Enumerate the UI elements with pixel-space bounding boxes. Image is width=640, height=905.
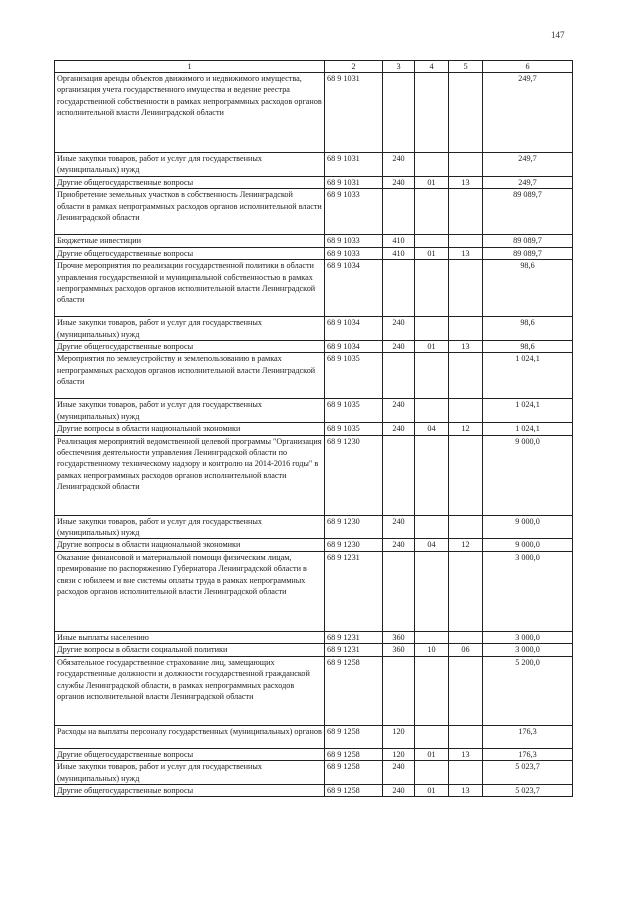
cell-subsection: 13 <box>449 341 483 353</box>
cell-amount: 89 089,7 <box>483 235 573 247</box>
cell-subsection <box>449 435 483 515</box>
cell-section <box>415 235 449 247</box>
header-col-2: 2 <box>325 61 383 73</box>
cell-name: Расходы на выплаты персоналу государственных (муниципальных) органов <box>55 725 325 748</box>
table-row <box>55 644 573 656</box>
cell-expense-type: 410 <box>383 247 415 259</box>
cell-name: Иные выплаты населению <box>55 631 325 643</box>
cell-expense-type: 240 <box>383 761 415 785</box>
table-body <box>55 73 573 797</box>
cell-amount: 249,7 <box>483 73 573 153</box>
cell-expense-type: 240 <box>383 539 415 551</box>
cell-expense-type: 240 <box>383 784 415 796</box>
cell-amount: 1 024,1 <box>483 423 573 435</box>
cell-name: Другие вопросы в области социальной политики <box>55 644 325 656</box>
cell-section: 01 <box>415 784 449 796</box>
cell-subsection <box>449 73 483 153</box>
cell-code: 68 9 1035 <box>325 399 383 423</box>
cell-expense-type: 120 <box>383 748 415 760</box>
cell-code: 68 9 1034 <box>325 341 383 353</box>
cell-amount: 1 024,1 <box>483 399 573 423</box>
cell-code: 68 9 1258 <box>325 784 383 796</box>
cell-expense-type <box>383 73 415 153</box>
cell-subsection <box>449 761 483 785</box>
table-row <box>55 177 573 189</box>
header-row <box>55 61 573 73</box>
header-col-3: 3 <box>383 61 415 73</box>
cell-amount: 3 000,0 <box>483 631 573 643</box>
cell-subsection: 13 <box>449 748 483 760</box>
cell-amount: 98,6 <box>483 317 573 341</box>
cell-name: Прочие мероприятия по реализации государственной политики в области управления государственной и муниципальной собственностью в рамках непрограммных расходов органов исполнительной власти Ленинградской области <box>55 260 325 317</box>
cell-code: 68 9 1034 <box>325 317 383 341</box>
cell-subsection <box>449 153 483 177</box>
cell-expense-type <box>383 435 415 515</box>
table-row <box>55 748 573 760</box>
cell-code: 68 9 1258 <box>325 725 383 748</box>
cell-amount: 9 000,0 <box>483 515 573 539</box>
cell-name: Другие общегосударственные вопросы <box>55 247 325 259</box>
cell-amount: 176,3 <box>483 748 573 760</box>
cell-code: 68 9 1035 <box>325 353 383 399</box>
cell-amount: 9 000,0 <box>483 435 573 515</box>
cell-expense-type: 240 <box>383 317 415 341</box>
table-row <box>55 631 573 643</box>
table-row <box>55 539 573 551</box>
table-row <box>55 399 573 423</box>
cell-subsection <box>449 725 483 748</box>
cell-code: 68 9 1230 <box>325 539 383 551</box>
cell-amount: 1 024,1 <box>483 353 573 399</box>
cell-code: 68 9 1033 <box>325 189 383 235</box>
cell-amount: 249,7 <box>483 153 573 177</box>
cell-name: Оказание финансовой и материальной помощи физическим лицам, премирование по распоряжению Губернатора Ленинградской области в связи с юбилеем и вне системы оплаты труда в рамках непрограммных расходов органов исполнительной власти Ленинградской области <box>55 551 325 631</box>
cell-name: Другие вопросы в области национальной экономики <box>55 539 325 551</box>
cell-amount: 249,7 <box>483 177 573 189</box>
cell-amount: 89 089,7 <box>483 247 573 259</box>
cell-name: Реализация мероприятий ведомственной целевой программы "Организация обеспечения деятельности управления Ленинградской области по государственному техническому надзору и контролю на 2014-2016 годы" в рамках непрограммных расходов органов исполнительной власти Ленинградской области <box>55 435 325 515</box>
cell-expense-type <box>383 551 415 631</box>
cell-section: 01 <box>415 748 449 760</box>
table-header <box>55 61 573 73</box>
cell-expense-type <box>383 353 415 399</box>
cell-amount: 3 000,0 <box>483 644 573 656</box>
cell-expense-type: 240 <box>383 341 415 353</box>
cell-name: Другие общегосударственные вопросы <box>55 784 325 796</box>
cell-subsection: 12 <box>449 539 483 551</box>
cell-code: 68 9 1031 <box>325 73 383 153</box>
cell-section <box>415 435 449 515</box>
cell-expense-type: 240 <box>383 177 415 189</box>
cell-name: Приобретение земельных участков в собственность Ленинградской области в рамках непрограммных расходов органов исполнительной власти Ленинградской области <box>55 189 325 235</box>
table-row <box>55 656 573 725</box>
cell-code: 68 9 1258 <box>325 656 383 725</box>
page-number: 147 <box>551 30 565 40</box>
cell-code: 68 9 1033 <box>325 247 383 259</box>
cell-amount: 5 200,0 <box>483 656 573 725</box>
cell-code: 68 9 1034 <box>325 260 383 317</box>
cell-expense-type: 360 <box>383 631 415 643</box>
cell-section: 01 <box>415 247 449 259</box>
cell-subsection <box>449 260 483 317</box>
cell-section <box>415 631 449 643</box>
cell-subsection <box>449 189 483 235</box>
table-row <box>55 784 573 796</box>
cell-subsection <box>449 353 483 399</box>
cell-amount: 5 023,7 <box>483 761 573 785</box>
cell-section <box>415 399 449 423</box>
cell-code: 68 9 1031 <box>325 177 383 189</box>
cell-code: 68 9 1230 <box>325 435 383 515</box>
cell-code: 68 9 1230 <box>325 515 383 539</box>
table-row <box>55 235 573 247</box>
cell-section <box>415 317 449 341</box>
cell-section <box>415 260 449 317</box>
cell-code: 68 9 1231 <box>325 644 383 656</box>
cell-subsection <box>449 551 483 631</box>
table-row <box>55 153 573 177</box>
cell-section <box>415 551 449 631</box>
cell-expense-type <box>383 260 415 317</box>
cell-subsection <box>449 317 483 341</box>
table-row <box>55 341 573 353</box>
cell-name: Мероприятия по землеустройству и землепользованию в рамках непрограммных расходов органов исполнительной власти Ленинградской области <box>55 353 325 399</box>
cell-name: Иные закупки товаров, работ и услуг для государственных (муниципальных) нужд <box>55 515 325 539</box>
cell-expense-type <box>383 656 415 725</box>
cell-subsection <box>449 656 483 725</box>
cell-subsection: 13 <box>449 247 483 259</box>
cell-name: Бюджетные инвестиции <box>55 235 325 247</box>
cell-subsection <box>449 515 483 539</box>
table-row <box>55 515 573 539</box>
cell-section <box>415 153 449 177</box>
cell-name: Иные закупки товаров, работ и услуг для государственных (муниципальных) нужд <box>55 317 325 341</box>
cell-section: 10 <box>415 644 449 656</box>
budget-table <box>54 60 573 797</box>
cell-name: Другие общегосударственные вопросы <box>55 341 325 353</box>
table-row <box>55 725 573 748</box>
cell-section <box>415 656 449 725</box>
header-col-5: 5 <box>449 61 483 73</box>
cell-name: Иные закупки товаров, работ и услуг для государственных (муниципальных) нужд <box>55 153 325 177</box>
header-col-6: 6 <box>483 61 573 73</box>
cell-expense-type: 410 <box>383 235 415 247</box>
cell-amount: 98,6 <box>483 260 573 317</box>
cell-subsection: 06 <box>449 644 483 656</box>
table-row <box>55 247 573 259</box>
cell-code: 68 9 1258 <box>325 761 383 785</box>
cell-name: Другие вопросы в области национальной экономики <box>55 423 325 435</box>
cell-name: Обязательное государственное страхование лиц, замещающих государственные должности и должности государственной гражданской службы Ленинградской области, в рамках непрограммных расходов органов исполнительной власти Ленинградской области <box>55 656 325 725</box>
cell-name: Другие общегосударственные вопросы <box>55 177 325 189</box>
cell-subsection: 12 <box>449 423 483 435</box>
cell-subsection <box>449 631 483 643</box>
header-col-1: 1 <box>55 61 325 73</box>
cell-subsection <box>449 235 483 247</box>
cell-code: 68 9 1231 <box>325 551 383 631</box>
cell-subsection: 13 <box>449 784 483 796</box>
cell-expense-type: 240 <box>383 153 415 177</box>
cell-subsection: 13 <box>449 177 483 189</box>
cell-amount: 9 000,0 <box>483 539 573 551</box>
table-row <box>55 260 573 317</box>
cell-code: 68 9 1031 <box>325 153 383 177</box>
cell-section <box>415 761 449 785</box>
cell-amount: 5 023,7 <box>483 784 573 796</box>
cell-expense-type: 240 <box>383 399 415 423</box>
cell-amount: 89 089,7 <box>483 189 573 235</box>
cell-amount: 98,6 <box>483 341 573 353</box>
table-row <box>55 189 573 235</box>
cell-section <box>415 73 449 153</box>
cell-amount: 3 000,0 <box>483 551 573 631</box>
cell-section <box>415 725 449 748</box>
cell-code: 68 9 1258 <box>325 748 383 760</box>
cell-section <box>415 515 449 539</box>
cell-section: 01 <box>415 341 449 353</box>
cell-code: 68 9 1231 <box>325 631 383 643</box>
header-col-4: 4 <box>415 61 449 73</box>
cell-section <box>415 353 449 399</box>
cell-section: 04 <box>415 423 449 435</box>
table-row <box>55 551 573 631</box>
cell-name: Другие общегосударственные вопросы <box>55 748 325 760</box>
table-row <box>55 317 573 341</box>
cell-section <box>415 189 449 235</box>
cell-name: Иные закупки товаров, работ и услуг для государственных (муниципальных) нужд <box>55 761 325 785</box>
cell-expense-type <box>383 189 415 235</box>
table-row <box>55 353 573 399</box>
cell-name: Иные закупки товаров, работ и услуг для государственных (муниципальных) нужд <box>55 399 325 423</box>
table-row <box>55 423 573 435</box>
cell-expense-type: 120 <box>383 725 415 748</box>
cell-expense-type: 360 <box>383 644 415 656</box>
cell-expense-type: 240 <box>383 423 415 435</box>
cell-code: 68 9 1035 <box>325 423 383 435</box>
cell-amount: 176,3 <box>483 725 573 748</box>
table-row <box>55 435 573 515</box>
cell-section: 01 <box>415 177 449 189</box>
table-row <box>55 73 573 153</box>
cell-code: 68 9 1033 <box>325 235 383 247</box>
cell-name: Организация аренды объектов движимого и недвижимого имущества, организация учета государственного имущества и ведение реестра государственной собственности в рамках непрограммных расходов органов исполнительной власти Ленинградской области <box>55 73 325 153</box>
cell-section: 04 <box>415 539 449 551</box>
cell-expense-type: 240 <box>383 515 415 539</box>
cell-subsection <box>449 399 483 423</box>
table-row <box>55 761 573 785</box>
